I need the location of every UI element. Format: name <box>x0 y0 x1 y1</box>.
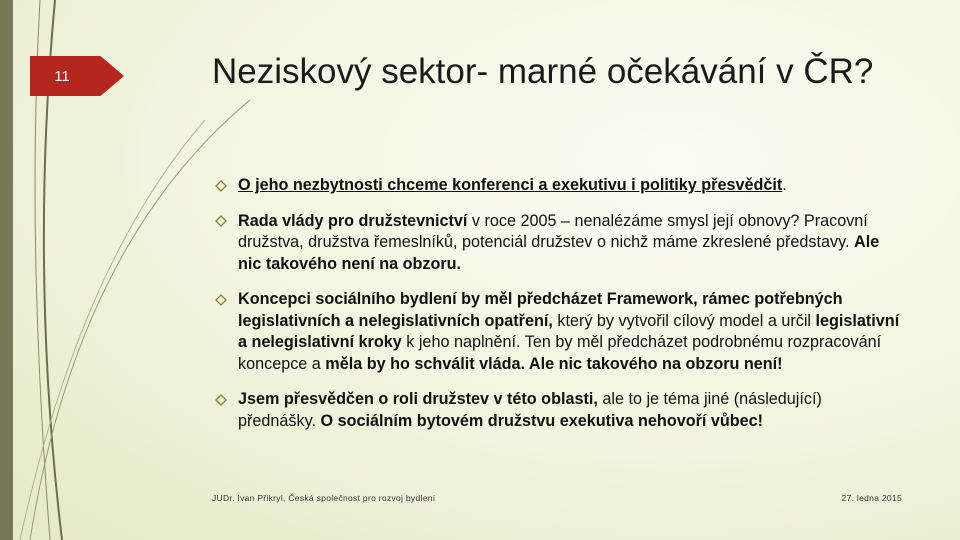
bullet-text: v roce 2005 – nenalézáme smysl její obnovy? Pracovní družstva, družstva řemeslníků, potenciál družstev o nichž máme zkreslené představy. <box>238 211 868 251</box>
bullet-text-bold: Rada vlády pro družstevnictví <box>238 211 468 230</box>
bullet-text-bold: měla by ho schválit vláda. Ale nic takového na obzoru není! <box>325 354 783 373</box>
bullet-item <box>214 389 904 432</box>
bullet-text-bold-underline: O jeho nezbytnosti chceme konferenci a exekutivu i politiky přesvědčit <box>238 176 783 194</box>
bullet-text-bold: Jsem přesvědčen o roli družstev v této oblasti, <box>238 390 598 408</box>
bullet-item <box>214 289 904 375</box>
bullet-text: . <box>782 176 787 194</box>
diamond-bullet-icon <box>214 211 228 232</box>
diamond-bullet-icon <box>214 175 228 196</box>
bullet-text-bold: Ale nic takového není na obzoru. <box>238 233 880 273</box>
bullet-text: k jeho naplnění. Ten by měl předcházet podrobnému rozpracování koncepce a <box>238 333 882 373</box>
bullet-item <box>214 175 904 197</box>
bullet-text-bold: legislativní a nelegislativní kroky <box>238 311 900 351</box>
bullet-text-bold: Koncepci sociálního bydlení by měl předcházet Framework, rámec potřebných legislativních a nelegislativních opatření, <box>238 290 843 330</box>
bullet-item <box>214 211 904 276</box>
diamond-bullet-icon <box>214 289 228 310</box>
bullet-text-bold: O sociálním bytovém družstvu exekutiva nehovoří vůbec! <box>320 411 764 430</box>
diamond-bullet-icon <box>214 389 228 410</box>
bullet-text: ale to je téma jiné (následující) přednášky. <box>238 390 822 430</box>
bullet-list <box>214 175 904 446</box>
footer-date: 27. ledna 2015 <box>841 493 902 503</box>
bullet-text: který by vytvořil cílový model a určil <box>552 311 816 330</box>
footer-author: JUDr. Ivan Přikryl, Česká společnost pro rozvoj bydlení <box>212 493 436 503</box>
slide-number: 11 <box>54 67 70 85</box>
slide-title: Neziskový sektor- marné očekávání v ČR? <box>212 52 874 91</box>
